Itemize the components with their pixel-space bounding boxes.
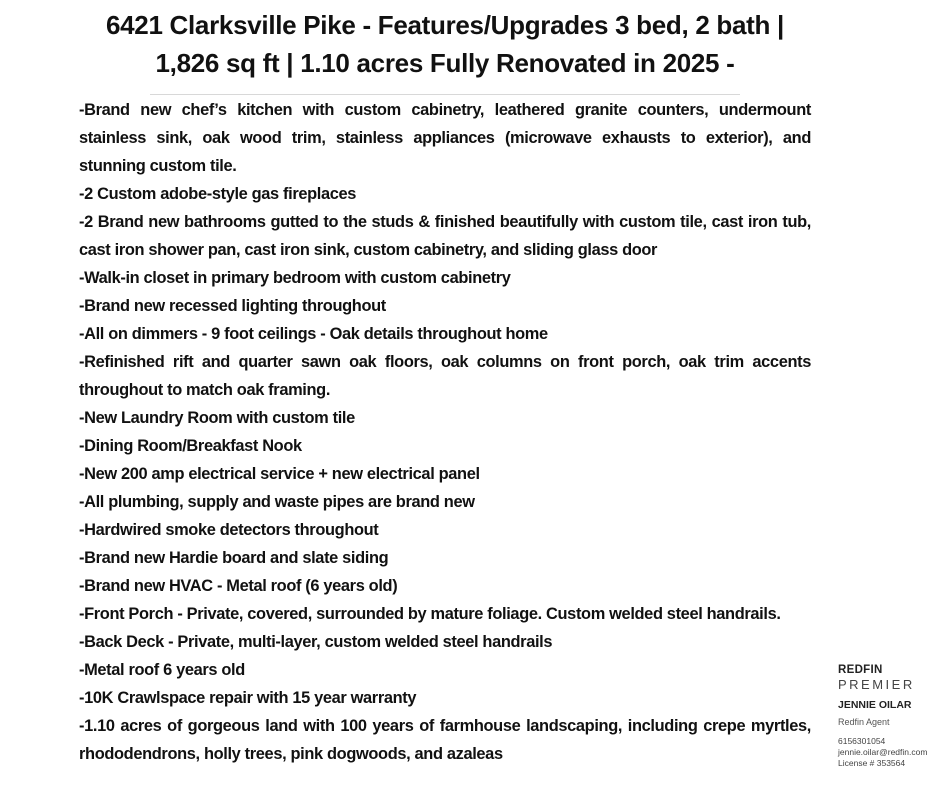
feature-item-roof: -Metal roof 6 years old [79,661,245,679]
feature-item-kitchen: -Brand new chef’s kitchen with custom cabinetry, leathered granite counters, undermount stainless sink, oak wood trim, stainless appliances (microwave exhausts to exterior), and stunning custom tile. [79,101,811,175]
feature-item-dining: -Dining Room/Breakfast Nook [79,437,302,455]
feature-item-dimmers: -All on dimmers - 9 foot ceilings - Oak details throughout home [79,325,548,343]
feature-item-back-deck: -Back Deck - Private, multi-layer, custom welded steel handrails [79,633,553,651]
feature-item-land: -1.10 acres of gorgeous land with 100 years of farmhouse landscaping, including crepe myrtles, rhododendrons, holly trees, pink dogwoods, and azaleas [79,717,811,763]
agent-email: jennie.oilar@redfin.com [838,747,928,757]
agent-card [838,664,938,769]
title-divider [150,94,740,95]
feature-item-electrical: -New 200 amp electrical service + new electrical panel [79,465,480,483]
feature-item-floors: -Refinished rift and quarter sawn oak floors, oak columns on front porch, oak trim accents throughout to match oak framing. [79,353,811,399]
agent-role: Redfin Agent [838,717,890,727]
feature-item-lighting: -Brand new recessed lighting throughout [79,297,386,315]
feature-list [79,96,811,768]
agent-phone: 6156301054 [838,736,886,746]
feature-item-smoke-detectors: -Hardwired smoke detectors throughout [79,521,379,539]
premier-logo: PREMIER [838,677,915,692]
feature-item-closet: -Walk-in closet in primary bedroom with custom cabinetry [79,269,511,287]
feature-item-hvac: -Brand new HVAC - Metal roof (6 years old) [79,577,398,595]
feature-item-siding: -Brand new Hardie board and slate siding [79,549,389,567]
page-title [0,6,890,82]
agent-license: License # 353564 [838,758,906,768]
redfin-logo: REDFIN [838,664,883,676]
agent-contact [838,736,938,769]
feature-item-laundry: -New Laundry Room with custom tile [79,409,355,427]
feature-item-plumbing: -All plumbing, supply and waste pipes are brand new [79,493,475,511]
feature-item-fireplaces: -2 Custom adobe-style gas fireplaces [79,185,357,203]
feature-item-crawlspace: -10K Crawlspace repair with 15 year warranty [79,689,417,707]
title-line-1: 6421 Clarksville Pike - Features/Upgrades 3 bed, 2 bath | [105,10,785,40]
feature-item-bathrooms: -2 Brand new bathrooms gutted to the studs & finished beautifully with custom tile, cast iron tub, cast iron shower pan, cast iron sink, custom cabinetry, and sliding glass door [79,213,811,259]
agent-name: JENNIE OILAR [838,699,912,711]
title-line-2: 1,826 sq ft | 1.10 acres Fully Renovated in 2025 - [155,48,735,78]
feature-item-front-porch: -Front Porch - Private, covered, surrounded by mature foliage. Custom welded steel handrails. [79,605,781,623]
